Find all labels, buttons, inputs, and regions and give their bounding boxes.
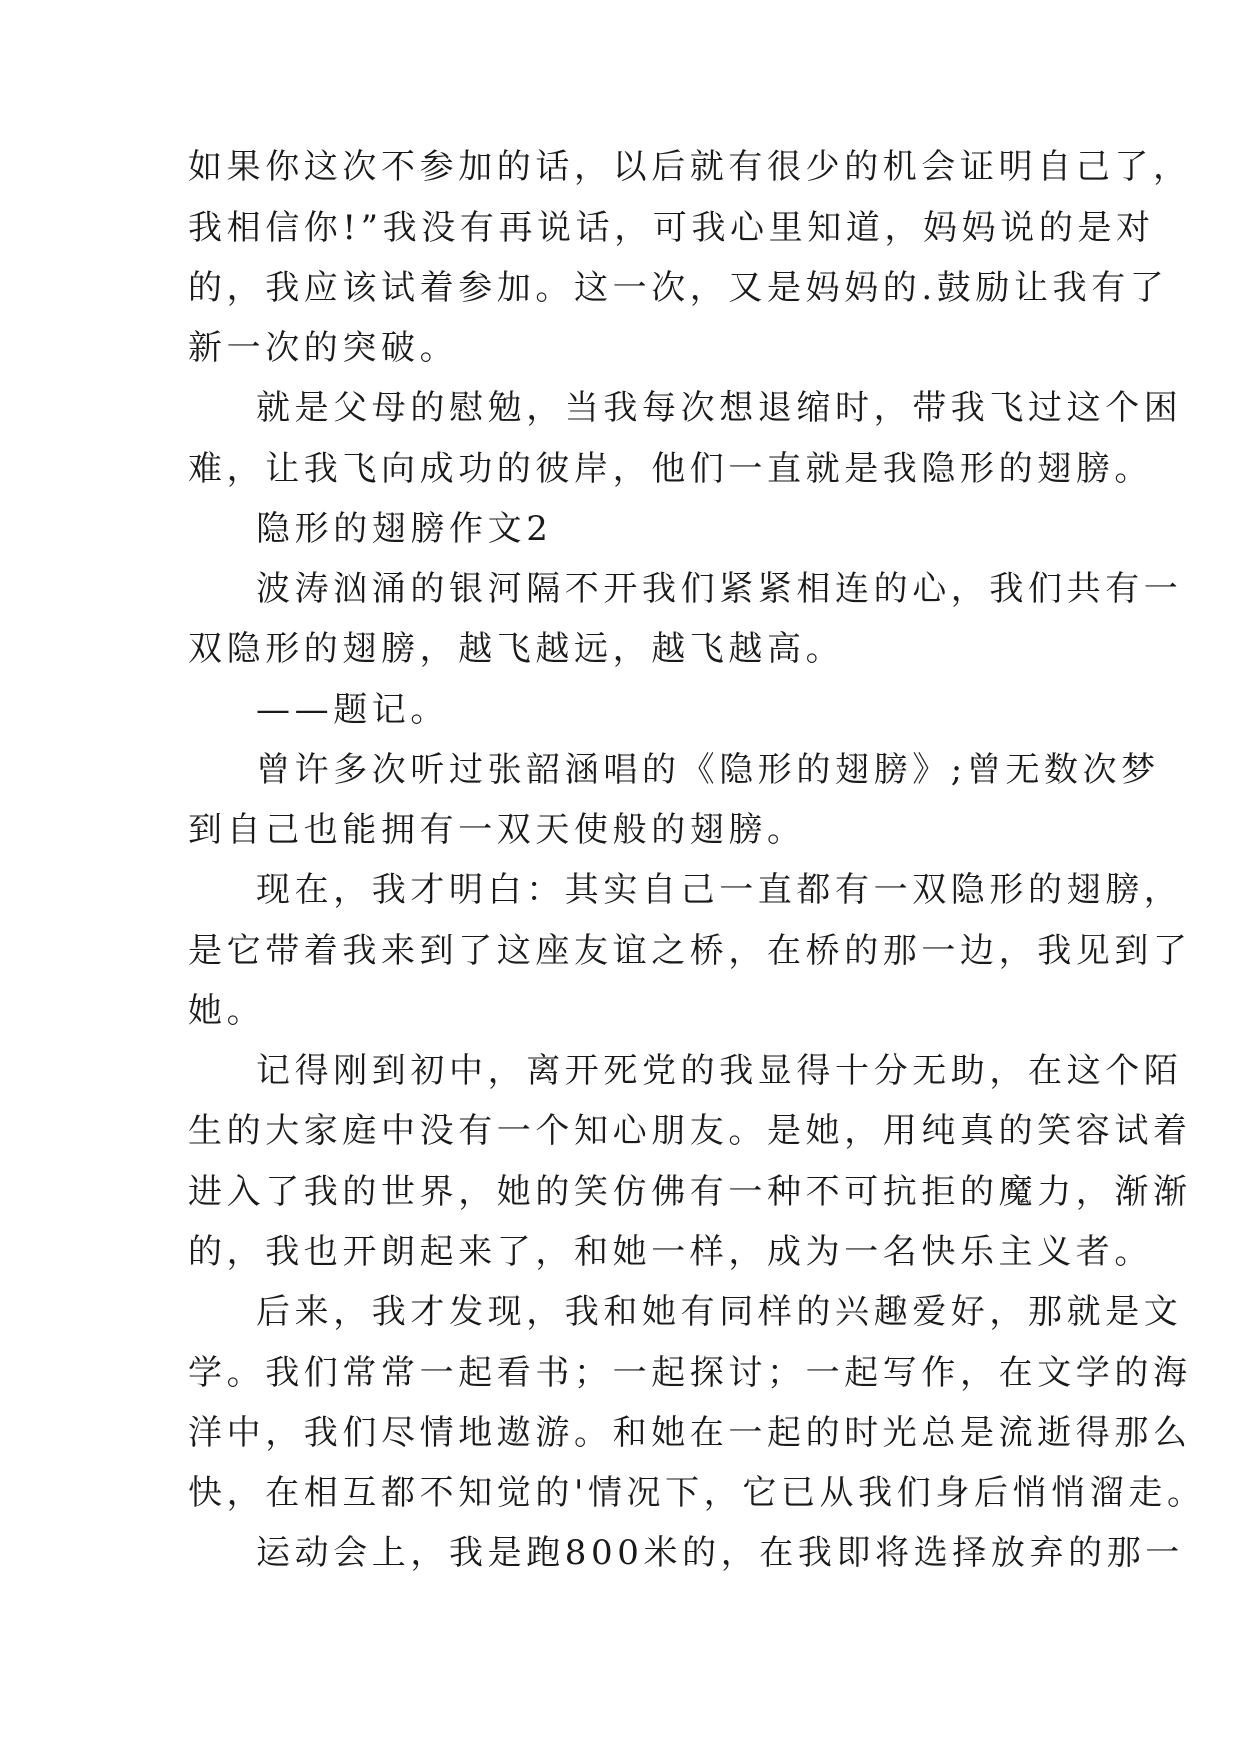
paragraph-first-line: 波涛汹涌的银河隔不开我们紧紧相连的心，我们共有一 [256,569,1183,609]
text-line: 洋中，我们尽情地遨游。和她在一起的时光总是流逝得那么 [188,1413,1192,1453]
text-line: 到自己也能拥有一双天使般的翅膀。 [188,810,806,850]
text-line: 如果你这次不参加的话，以后就有很少的机会证明自己了， [188,147,1192,187]
paragraph-first-line: 现在，我才明白：其实自己一直都有一双隐形的翅膀， [256,870,1183,910]
paragraph-first-line: 后来，我才发现，我和她有同样的兴趣爱好，那就是文 [256,1292,1183,1332]
text-line: 是它带着我来到了这座友谊之桥，在桥的那一边，我见到了 [188,931,1192,971]
paragraph-first-line: 就是父母的慰勉，当我每次想退缩时，带我飞过这个困 [256,388,1183,428]
text-line: 我相信你!”我没有再说话，可我心里知道，妈妈说的是对 [188,208,1155,248]
text-line: 的，我也开朗起来了，和她一样，成为一名快乐主义者。 [188,1232,1153,1272]
text-line: 的，我应该试着参加。这一次，又是妈妈的.鼓励让我有了 [188,268,1169,308]
text-line: 进入了我的世界，她的笑仿佛有一种不可抗拒的魔力，渐渐 [188,1172,1192,1212]
section-heading: 隐形的翅膀作文2 [256,509,553,549]
text-line: 新一次的突破。 [188,328,459,368]
text-line: 难，让我飞向成功的彼岸，他们一直就是我隐形的翅膀。 [188,449,1153,489]
paragraph-first-line: 曾许多次听过张韶涵唱的《隐形的翅膀》;曾无数次梦 [256,750,1160,790]
paragraph-first-line: 记得刚到初中，离开死党的我显得十分无助，在这个陌 [256,1051,1183,1091]
text-line: 快，在相互都不知觉的'情况下，它已从我们身后悄悄溜走。 [188,1473,1206,1513]
paragraph-first-line: 运动会上，我是跑800米的，在我即将选择放弃的那一 [256,1533,1184,1573]
text-line: 生的大家庭中没有一个知心朋友。是她，用纯真的笑容试着 [188,1111,1192,1151]
text-line: 双隐形的翅膀，越飞越远，越飞越高。 [188,629,845,669]
text-line: 她。 [188,991,266,1031]
epigraph-attribution: ——题记。 [256,690,449,730]
text-line: 学。我们常常一起看书；一起探讨；一起写作，在文学的海 [188,1353,1192,1393]
